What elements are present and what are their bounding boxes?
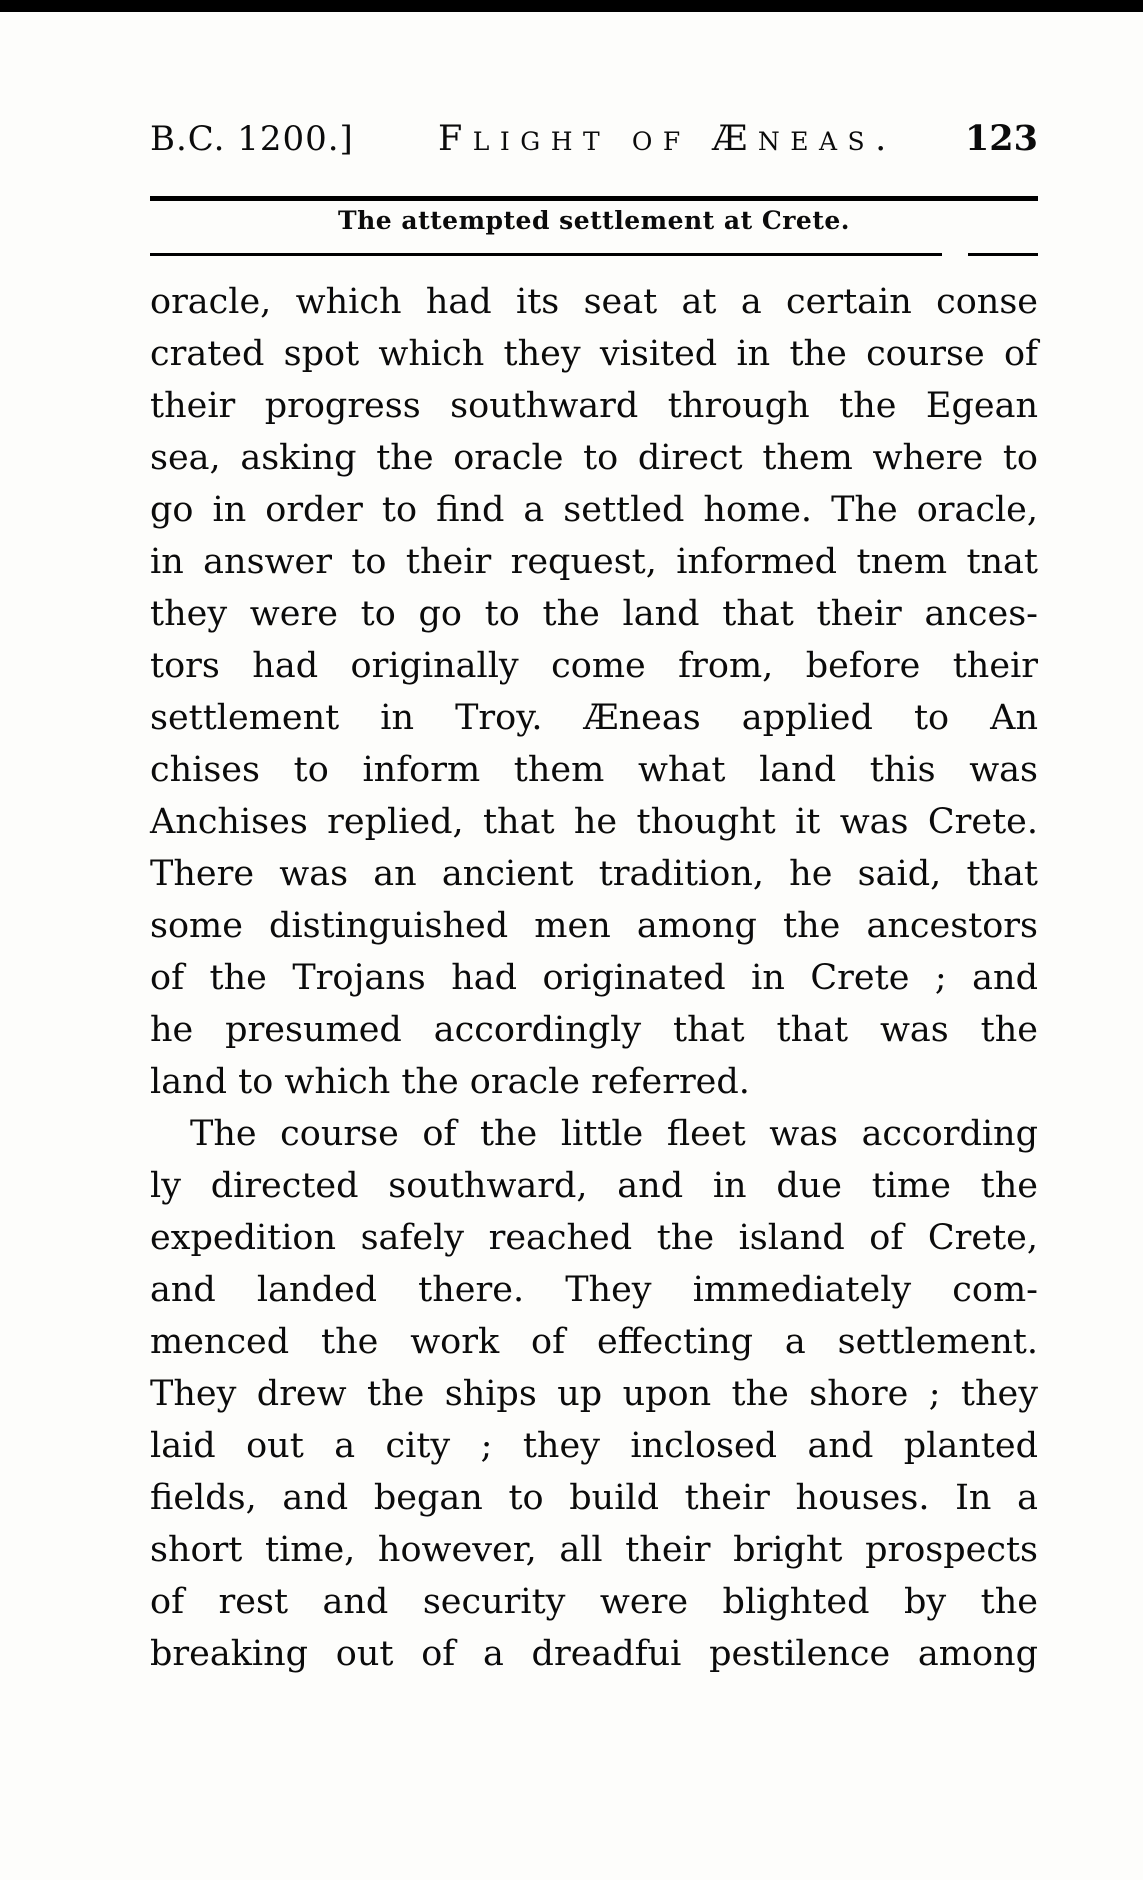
body-line: they were to go to the land that their ances- (150, 594, 1038, 634)
body-line: of the Trojans had originated in Crete ; and (150, 958, 1038, 998)
body-line: settlement in Troy. Æneas applied to An (150, 698, 1038, 738)
body-line: their progress southward through the Egean (150, 386, 1038, 426)
date-label: B.C. 1200.] (150, 119, 354, 159)
body-line: oracle, which had its seat at a certain conse (150, 282, 1038, 322)
body-line: tors had originally come from, before their (150, 646, 1038, 686)
body-line: short time, however, all their bright prospects (150, 1530, 1038, 1570)
body-line: of rest and security were blighted by the (150, 1582, 1038, 1622)
body-line: fields, and began to build their houses. In a (150, 1478, 1038, 1518)
subtitle-rule (150, 253, 1038, 256)
body-line: chises to inform them what land this was (150, 750, 1038, 790)
body-line: They drew the ships up upon the shore ; they (150, 1374, 1038, 1414)
body-line: go in order to find a settled home. The oracle, (150, 490, 1038, 530)
header-rule (150, 196, 1038, 201)
body-line: Anchises replied, that he thought it was Crete. (150, 802, 1038, 842)
body-line: sea, asking the oracle to direct them where to (150, 438, 1038, 478)
chapter-title: Flight of Æneas. (437, 119, 897, 159)
body-line: expedition safely reached the island of Crete, (150, 1218, 1038, 1258)
body-line: There was an ancient tradition, he said, that (150, 854, 1038, 894)
body-line: land to which the oracle referred. (150, 1062, 750, 1102)
body-line: laid out a city ; they inclosed and planted (150, 1426, 1038, 1466)
body-line: breaking out of a dreadfui pestilence among (150, 1634, 1038, 1674)
body-line: some distinguished men among the ancestors (150, 906, 1038, 946)
scan-edge-artifact (0, 0, 1143, 12)
subtitle-rule-short-segment (968, 253, 1038, 256)
body-line: and landed there. They immediately com- (150, 1270, 1038, 1310)
page-number: 123 (964, 118, 1038, 159)
body-line: ly directed southward, and in due time the (150, 1166, 1038, 1206)
body-text (150, 276, 1038, 1680)
running-head (150, 118, 1038, 159)
subtitle-rule-long-segment (150, 253, 942, 256)
body-line: in answer to their request, informed tnem tnat (150, 542, 1038, 582)
body-line: The course of the little fleet was according (190, 1114, 1038, 1154)
body-line: he presumed accordingly that that was the (150, 1010, 1038, 1050)
body-line: crated spot which they visited in the course of (150, 334, 1038, 374)
body-line: menced the work of effecting a settlement. (150, 1322, 1038, 1362)
section-subtitle: The attempted settlement at Crete. (337, 206, 850, 235)
